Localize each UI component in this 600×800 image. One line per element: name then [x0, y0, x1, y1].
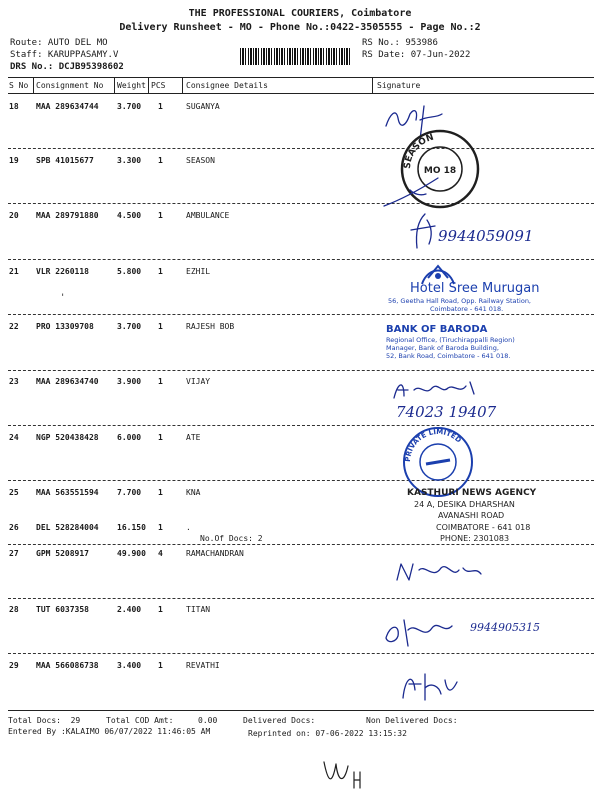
row-weight: 49.900 — [117, 549, 146, 558]
season-stamp-code: MO 18 — [423, 166, 457, 176]
non-delivered-docs: Non Delivered Docs: — [366, 716, 458, 725]
rs-date: RS Date: 07-Jun-2022 — [362, 50, 471, 60]
row-consignee: SUGANYA — [186, 102, 220, 111]
row-sno: 24 — [9, 433, 19, 442]
row-consignment: SPB 41015677 — [36, 156, 94, 165]
season-stamp-text: SEASON — [402, 132, 436, 170]
row-separator — [8, 653, 594, 654]
staff-label: Staff: KARUPPASAMY.V — [10, 50, 119, 60]
kasthuri-stamp-name: KASTHURI NEWS AGENCY — [407, 488, 537, 498]
row-separator — [8, 425, 594, 426]
row-consignment: MAA 289791880 — [36, 211, 99, 220]
row-weight: 16.150 — [117, 523, 146, 532]
row-separator — [8, 370, 594, 371]
runsheet-subtitle: Delivery Runsheet - MO - Phone No.:0422-3505555 - Page No.:2 — [119, 22, 481, 33]
signature-row-19 — [380, 170, 460, 210]
table-row — [0, 156, 600, 170]
row-weight: 3.900 — [117, 377, 142, 386]
signature-row-23 — [390, 374, 490, 404]
row-consignment: MAA 566086738 — [36, 661, 99, 670]
col-weight: Weight — [117, 81, 146, 90]
hotel-stamp-name: Hotel Sree Murugan — [410, 281, 540, 296]
row-weight: 6.000 — [117, 433, 142, 442]
row-consignee: SEASON — [186, 156, 215, 165]
bottom-scribble — [318, 752, 378, 792]
row-consignment: VLR 2260118 — [36, 267, 89, 276]
row-consignment: NGP 520438428 — [36, 433, 99, 442]
table-row — [0, 102, 600, 116]
total-docs: Total Docs: 29 — [8, 716, 81, 725]
row-consignment: TUT 6037358 — [36, 605, 89, 614]
row-pcs: 4 — [158, 549, 163, 558]
row-weight: 3.300 — [117, 156, 142, 165]
row-consignment: GPM 5208917 — [36, 549, 89, 558]
hotel-stamp-address: 56, Geetha Hall Road, Opp. Railway Station, — [388, 297, 532, 305]
row-pcs: 1 — [158, 661, 163, 670]
table-row — [0, 211, 600, 225]
stray-mark: ' — [60, 293, 66, 303]
row-sno: 28 — [9, 605, 19, 614]
col-divider — [33, 77, 34, 94]
row-consignment: MAA 289634740 — [36, 377, 99, 386]
bank-stamp-office: Regional Office, (Tiruchirappalli Region) — [386, 336, 515, 344]
seal-ring-text: PRIVATE LIMITED — [403, 427, 463, 463]
signature-row-29 — [395, 664, 465, 706]
row-sno: 22 — [9, 322, 19, 331]
row-sno: 27 — [9, 549, 19, 558]
titan-number-handwritten: 9944905315 — [470, 621, 540, 634]
col-divider — [114, 77, 115, 94]
row-sno: 20 — [9, 211, 19, 220]
kasthuri-stamp-line3: AVANASHI ROAD — [438, 511, 505, 520]
row-separator — [8, 259, 594, 260]
table-row — [0, 267, 600, 281]
table-row — [0, 661, 600, 675]
row-consignee: AMBULANCE — [186, 211, 230, 220]
row-sno: 21 — [9, 267, 19, 276]
row-consignee: VIJAY — [186, 377, 211, 386]
row-sno: 29 — [9, 661, 19, 670]
reprinted-on: Reprinted on: 07-06-2022 13:15:32 — [248, 729, 407, 738]
col-sno: S No — [9, 81, 29, 90]
row-consignee: TITAN — [186, 605, 211, 614]
table-row — [0, 433, 600, 447]
table-top-rule — [8, 77, 594, 78]
kasthuri-stamp-line2: 24 A, DESIKA DHARSHAN — [414, 500, 515, 509]
row-consignment: PRO 13309708 — [36, 322, 94, 331]
table-bottom-rule — [8, 710, 594, 711]
kasthuri-stamp-line4: COIMBATORE - 641 018 — [436, 523, 531, 532]
row-separator — [8, 480, 594, 481]
row-consignment: DEL 528284004 — [36, 523, 99, 532]
row-consignee: KNA — [186, 488, 201, 497]
row-pcs: 1 — [158, 267, 163, 276]
row-pcs: 1 — [158, 322, 163, 331]
table-row — [0, 377, 600, 391]
table-row — [0, 549, 600, 563]
bank-stamp-name: BANK OF BARODA — [386, 324, 488, 335]
col-divider — [182, 77, 183, 94]
row-separator — [8, 148, 594, 149]
barcode — [240, 48, 352, 65]
rs-number: RS No.: 953986 — [362, 38, 438, 48]
company-title: THE PROFESSIONAL COURIERS, Coimbatore — [188, 8, 412, 19]
row-pcs: 1 — [158, 156, 163, 165]
table-header-rule — [8, 93, 594, 94]
row-pcs: 1 — [158, 433, 163, 442]
col-consignee: Consignee Details — [186, 81, 268, 90]
row-consignment: MAA 563551594 — [36, 488, 99, 497]
row-consignee: EZHIL — [186, 267, 211, 276]
row-weight: 3.400 — [117, 661, 142, 670]
vijay-number-handwritten: 74023 19407 — [396, 403, 497, 421]
col-divider — [148, 77, 149, 94]
row-separator — [8, 598, 594, 599]
col-consignment: Consignment No — [36, 81, 104, 90]
entered-by: Entered By :KALAIMO 06/07/2022 11:46:05 AM — [8, 727, 211, 736]
drs-number: DRS No.: DCJB95398602 — [10, 62, 124, 72]
row-weight: 4.500 — [117, 211, 142, 220]
row-consignee: . — [186, 523, 191, 532]
row-weight: 5.800 — [117, 267, 142, 276]
row-weight: 2.400 — [117, 605, 142, 614]
total-cod-label: Total COD Amt: — [106, 716, 174, 725]
docs-count-note: No.Of Docs: 2 — [200, 534, 263, 543]
row-pcs: 1 — [158, 605, 163, 614]
table-row — [0, 605, 600, 619]
row-separator — [8, 544, 594, 545]
row-weight: 3.700 — [117, 322, 142, 331]
hotel-stamp-city: Coimbatore - 641 018. — [430, 305, 504, 313]
col-pcs: PCS — [151, 81, 166, 90]
bank-stamp-address: 52, Bank Road, Coimbatore - 641 018. — [386, 352, 511, 360]
signature-row-27 — [393, 556, 493, 586]
row-consignee: RAMACHANDRAN — [186, 549, 244, 558]
delivered-docs: Delivered Docs: — [243, 716, 316, 725]
row-consignee: RAJESH BOB — [186, 322, 235, 331]
row-sno: 25 — [9, 488, 19, 497]
row-sno: 26 — [9, 523, 19, 532]
total-cod-value: 0.00 — [198, 716, 218, 725]
ambulance-phone-handwritten: 9944059091 — [438, 227, 534, 245]
row-sno: 23 — [9, 377, 19, 386]
row-pcs: 1 — [158, 488, 163, 497]
route-label: Route: AUTO DEL MO — [10, 38, 108, 48]
row-consignee: ATE — [186, 433, 201, 442]
row-consignee: REVATHI — [186, 661, 220, 670]
signature-row-28 — [380, 610, 460, 650]
bank-stamp-manager: Manager, Bank of Baroda Building, — [386, 344, 499, 352]
kasthuri-stamp-phone: PHONE: 2301083 — [440, 534, 510, 543]
row-weight: 7.700 — [117, 488, 142, 497]
row-pcs: 1 — [158, 211, 163, 220]
col-divider — [372, 77, 373, 94]
row-sno: 19 — [9, 156, 19, 165]
row-pcs: 1 — [158, 377, 163, 386]
row-pcs: 1 — [158, 102, 163, 111]
row-separator — [8, 203, 594, 204]
row-separator — [8, 314, 594, 315]
col-signature: Signature — [377, 81, 421, 90]
row-sno: 18 — [9, 102, 19, 111]
row-pcs: 1 — [158, 523, 163, 532]
row-weight: 3.700 — [117, 102, 142, 111]
table-row — [0, 322, 600, 336]
row-consignment: MAA 289634744 — [36, 102, 99, 111]
